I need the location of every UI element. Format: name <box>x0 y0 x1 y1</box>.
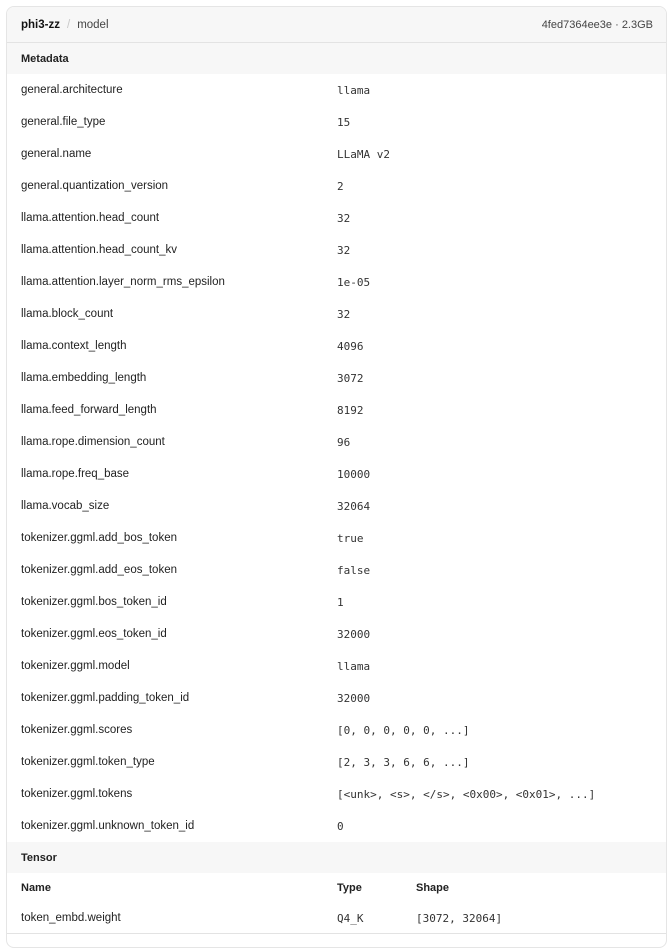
metadata-value: 32064 <box>337 499 371 513</box>
metadata-key: tokenizer.ggml.eos_token_id <box>21 628 167 640</box>
metadata-value: 10000 <box>337 467 371 481</box>
breadcrumb <box>21 19 109 31</box>
metadata-key: llama.rope.freq_base <box>21 468 130 480</box>
metadata-key: tokenizer.ggml.add_bos_token <box>21 532 177 544</box>
metadata-key: tokenizer.ggml.add_eos_token <box>21 564 177 576</box>
metadata-row <box>7 714 666 746</box>
metadata-key: llama.feed_forward_length <box>21 404 157 416</box>
metadata-value: 4096 <box>337 339 364 353</box>
metadata-row <box>7 426 666 458</box>
metadata-key: llama.embedding_length <box>21 372 147 384</box>
column-header-name: Name <box>21 882 51 894</box>
digest-size: 4fed7364ee3e · 2.3GB <box>541 18 653 31</box>
metadata-key: tokenizer.ggml.padding_token_id <box>21 692 190 704</box>
metadata-key: tokenizer.ggml.unknown_token_id <box>21 820 195 832</box>
tensor-section-title: Tensor <box>7 842 666 873</box>
tensor-table <box>7 903 666 934</box>
metadata-value: 32000 <box>337 691 371 705</box>
metadata-key: llama.attention.head_count_kv <box>21 244 177 256</box>
metadata-value: 1e-05 <box>337 275 371 289</box>
metadata-row <box>7 106 666 138</box>
metadata-value: [<unk>, <s>, </s>, <0x00>, <0x01>, ...] <box>337 787 596 801</box>
metadata-row <box>7 170 666 202</box>
metadata-key: tokenizer.ggml.bos_token_id <box>21 596 167 608</box>
metadata-row <box>7 746 666 778</box>
metadata-value: true <box>337 531 364 545</box>
metadata-value: 32 <box>337 243 351 257</box>
tensor-table-header <box>7 873 666 903</box>
metadata-value: false <box>337 563 371 577</box>
metadata-value: 8192 <box>337 403 364 417</box>
tensor-shape: [3072, 32064] <box>416 911 503 925</box>
breadcrumb-separator: / <box>66 18 71 31</box>
model-card <box>6 6 667 948</box>
column-header-type: Type <box>337 882 362 894</box>
metadata-key: llama.attention.layer_norm_rms_epsilon <box>21 276 225 288</box>
metadata-key: llama.rope.dimension_count <box>21 436 165 448</box>
metadata-row <box>7 554 666 586</box>
metadata-value: [0, 0, 0, 0, 0, ...] <box>337 723 470 737</box>
metadata-key: llama.block_count <box>21 308 114 320</box>
metadata-value: 2 <box>337 179 344 193</box>
metadata-row <box>7 362 666 394</box>
metadata-key: tokenizer.ggml.token_type <box>21 756 155 768</box>
metadata-row <box>7 618 666 650</box>
metadata-key: general.file_type <box>21 116 106 128</box>
tensor-name: token_embd.weight <box>21 912 121 924</box>
metadata-row <box>7 810 666 842</box>
metadata-key: general.architecture <box>21 84 123 96</box>
metadata-key: llama.vocab_size <box>21 500 110 512</box>
column-header-shape: Shape <box>416 882 450 894</box>
metadata-row <box>7 74 666 106</box>
metadata-key: llama.attention.head_count <box>21 212 160 224</box>
metadata-section-title: Metadata <box>7 43 666 74</box>
metadata-value: 32 <box>337 211 351 225</box>
metadata-row <box>7 458 666 490</box>
metadata-value: 96 <box>337 435 351 449</box>
metadata-row <box>7 490 666 522</box>
metadata-row <box>7 330 666 362</box>
metadata-value: 32 <box>337 307 351 321</box>
metadata-row <box>7 650 666 682</box>
metadata-value: llama <box>337 83 371 97</box>
metadata-value: 0 <box>337 819 344 833</box>
metadata-value: 32000 <box>337 627 371 641</box>
metadata-key: tokenizer.ggml.scores <box>21 724 133 736</box>
metadata-row <box>7 522 666 554</box>
metadata-row <box>7 202 666 234</box>
metadata-row <box>7 298 666 330</box>
card-header <box>7 7 666 43</box>
metadata-row <box>7 778 666 810</box>
metadata-row <box>7 586 666 618</box>
metadata-key: general.quantization_version <box>21 180 169 192</box>
metadata-value: 3072 <box>337 371 364 385</box>
metadata-key: tokenizer.ggml.tokens <box>21 788 133 800</box>
breadcrumb-owner[interactable]: phi3-zz <box>21 18 60 31</box>
metadata-row <box>7 682 666 714</box>
metadata-value: 1 <box>337 595 344 609</box>
metadata-row <box>7 394 666 426</box>
breadcrumb-model: model <box>77 18 109 31</box>
metadata-key: tokenizer.ggml.model <box>21 660 130 672</box>
metadata-value: [2, 3, 3, 6, 6, ...] <box>337 755 470 769</box>
metadata-row <box>7 138 666 170</box>
metadata-key: llama.context_length <box>21 340 127 352</box>
metadata-value: 15 <box>337 115 351 129</box>
metadata-key: general.name <box>21 148 92 160</box>
metadata-value: llama <box>337 659 371 673</box>
metadata-row <box>7 234 666 266</box>
metadata-value: LLaMA v2 <box>337 147 390 161</box>
metadata-row <box>7 266 666 298</box>
tensor-type: Q4_K <box>337 911 364 925</box>
tensor-row <box>7 903 666 934</box>
metadata-table <box>7 74 666 842</box>
